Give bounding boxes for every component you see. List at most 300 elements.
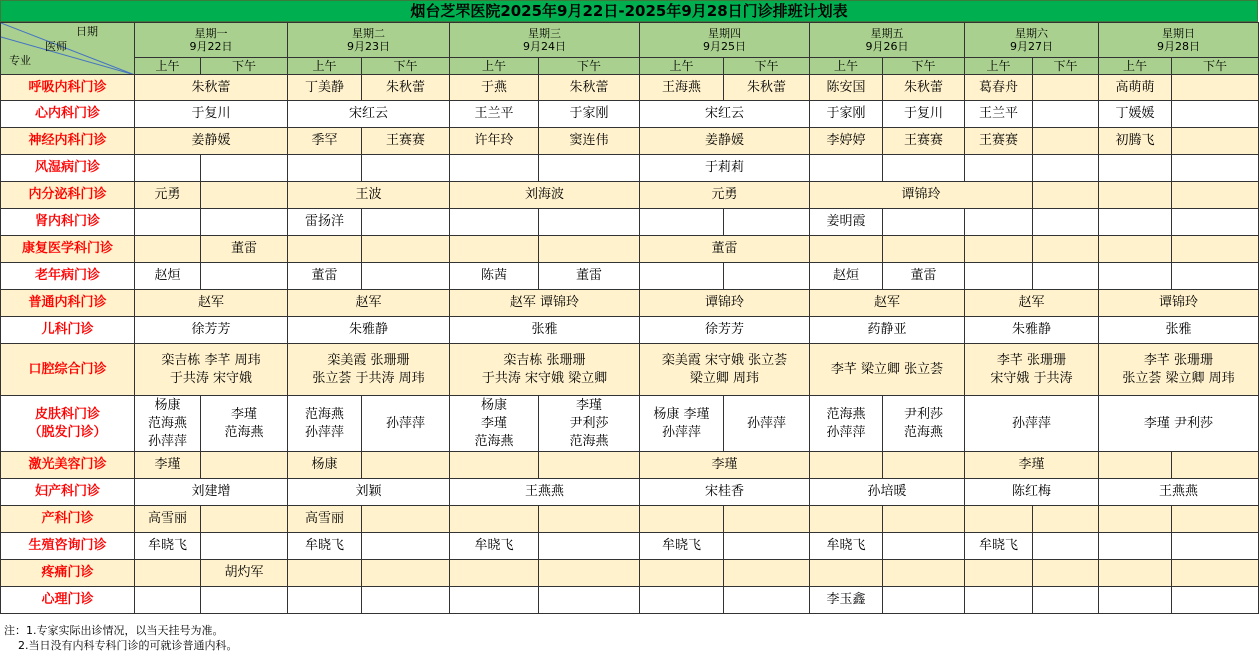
department-line: 疼痛门诊 — [41, 565, 94, 580]
shift-cell — [965, 155, 1033, 182]
department-line: 儿科门诊 — [41, 322, 94, 337]
shift-cell — [539, 236, 640, 263]
doctor-names: 徐芳芳 — [191, 322, 231, 337]
shift-cell — [810, 506, 883, 533]
date-label: 9月28日 — [1157, 40, 1200, 53]
doctor-names: 杨康 李瑾 — [653, 406, 710, 422]
shift-cell — [450, 396, 539, 452]
department-label — [1, 182, 135, 209]
shift-cell — [965, 587, 1033, 614]
doctor-names: 赵军 — [355, 295, 382, 310]
doctor-names: 李瑾 — [711, 457, 738, 472]
shift-cell — [288, 75, 362, 101]
doctor-names: 于家刚 — [826, 106, 866, 121]
department-line: 风湿病门诊 — [34, 160, 100, 175]
weekday-header — [135, 23, 288, 58]
shift-cell — [1099, 344, 1259, 396]
shift-cell — [135, 506, 201, 533]
doctor-names: 朱雅静 — [348, 322, 388, 337]
schedule-row — [1, 128, 1259, 155]
doctor-names: 杨康 — [480, 397, 507, 413]
shift-cell — [724, 533, 810, 560]
doctor-names: 王兰平 — [474, 106, 514, 121]
shift-cell — [450, 209, 539, 236]
shift-cell — [1099, 128, 1172, 155]
doctor-names: 李玉鑫 — [826, 592, 866, 607]
shift-cell — [1172, 263, 1259, 290]
shift-cell — [135, 209, 201, 236]
schedule-row — [1, 263, 1259, 290]
department-line: 神经内科门诊 — [28, 133, 107, 148]
shift-cell — [965, 263, 1033, 290]
doctor-names: 谭锦玲 — [1158, 295, 1198, 310]
shift-cell — [1172, 75, 1259, 101]
shift-cell — [1033, 182, 1099, 209]
doctor-names: 董雷 — [910, 268, 937, 283]
shift-cell — [201, 236, 288, 263]
shift-cell — [640, 182, 810, 209]
doctor-names: 姜静媛 — [191, 133, 231, 148]
doctor-names: 高雪丽 — [147, 511, 187, 526]
weekday-header — [640, 23, 810, 58]
shift-cell — [135, 75, 288, 101]
shift-cell — [883, 128, 965, 155]
afternoon-header: 下午 — [1172, 58, 1259, 75]
doctor-names: 牟晓飞 — [147, 538, 187, 553]
shift-cell — [965, 209, 1033, 236]
department-label — [1, 236, 135, 263]
shift-cell — [1099, 101, 1172, 128]
shift-cell — [1099, 236, 1172, 263]
doctor-names: 高萌萌 — [1115, 79, 1155, 95]
doctor-names: 李芊 梁立卿 张立荟 — [830, 361, 944, 377]
shift-cell — [724, 75, 810, 101]
shift-cell — [135, 479, 288, 506]
doctor-names: 刘海波 — [524, 187, 564, 202]
shift-cell — [724, 587, 810, 614]
shift-cell — [201, 452, 288, 479]
shift-cell — [1172, 506, 1259, 533]
department-line: 康复医学科门诊 — [21, 241, 113, 256]
doctor-names: 宋桂香 — [704, 484, 744, 499]
schedule-row — [1, 317, 1259, 344]
department-line: 心内科门诊 — [34, 106, 100, 121]
doctor-names: 杨康 — [311, 457, 338, 472]
shift-cell — [288, 560, 362, 587]
doctor-names: 陈安国 — [826, 79, 866, 95]
shift-cell — [539, 101, 640, 128]
doctor-names: 李瑾 尹利莎 — [1143, 415, 1214, 431]
shift-cell — [450, 155, 539, 182]
schedule-row — [1, 479, 1259, 506]
doctor-names: 赵军 — [1018, 295, 1045, 310]
shift-cell — [1172, 452, 1259, 479]
shift-cell — [965, 479, 1099, 506]
shift-cell — [1099, 317, 1259, 344]
shift-cell — [539, 263, 640, 290]
shift-cell — [1033, 587, 1099, 614]
department-label — [1, 209, 135, 236]
shift-cell — [1172, 128, 1259, 155]
weekday-header — [965, 23, 1099, 58]
shift-cell — [362, 128, 450, 155]
doctor-names: 徐芳芳 — [704, 322, 744, 337]
doctor-names: 张立荟 于共涛 周玮 — [312, 370, 425, 386]
doctor-names: 李婷婷 — [826, 133, 866, 148]
shift-cell — [1033, 560, 1099, 587]
doctor-names: 朱秋蕾 — [746, 79, 786, 95]
shift-cell — [810, 587, 883, 614]
shift-cell — [288, 533, 362, 560]
weekday-label: 星期三 — [528, 27, 561, 40]
footnotes — [4, 623, 238, 653]
shift-cell — [450, 290, 640, 317]
schedule-table — [0, 22, 1259, 614]
shift-cell — [640, 290, 810, 317]
schedule-body — [1, 23, 1259, 614]
weekday-label: 星期一 — [194, 27, 228, 40]
morning-header: 上午 — [450, 58, 539, 75]
doctor-names: 范海燕 — [569, 433, 609, 449]
shift-cell — [810, 75, 883, 101]
department-line: 生殖咨询门诊 — [28, 538, 107, 553]
shift-cell — [201, 155, 288, 182]
doctor-names: 栾吉栋 李芊 周玮 — [161, 352, 261, 368]
shift-cell — [288, 344, 450, 396]
department-label — [1, 290, 135, 317]
doctor-names: 朱秋蕾 — [191, 79, 231, 95]
doctor-names: 刘颖 — [355, 484, 382, 499]
shift-cell — [288, 479, 450, 506]
shift-cell — [1099, 75, 1172, 101]
date-label: 9月26日 — [865, 40, 909, 53]
doctor-names: 赵军 — [873, 295, 900, 310]
shift-cell — [288, 587, 362, 614]
doctor-names: 赵军 — [197, 295, 224, 310]
doctor-names: 赵烜 — [154, 268, 181, 283]
doctor-names: 王燕燕 — [1158, 484, 1198, 499]
shift-cell — [640, 506, 724, 533]
department-line: （脱发门诊） — [28, 424, 107, 440]
corner-doctor-label: 医师 — [45, 40, 67, 53]
shift-cell — [450, 75, 539, 101]
doctor-names: 梁立卿 周玮 — [689, 370, 760, 386]
shift-cell — [883, 236, 965, 263]
sheet-title: 烟台芝罘医院2025年9月22日-2025年9月28日门诊排班计划表 — [0, 0, 1258, 22]
shift-cell — [640, 587, 724, 614]
shift-cell — [1172, 209, 1259, 236]
doctor-names: 姜静媛 — [704, 133, 744, 148]
shift-cell — [1172, 182, 1259, 209]
shift-cell — [810, 236, 883, 263]
shift-cell — [450, 587, 539, 614]
shift-cell — [135, 263, 201, 290]
shift-cell — [362, 396, 450, 452]
shift-cell — [640, 344, 810, 396]
shift-cell — [883, 396, 965, 452]
doctor-names: 范海燕 — [903, 424, 943, 440]
doctor-names: 董雷 — [711, 241, 738, 256]
doctor-names: 谭锦玲 — [901, 187, 941, 202]
shift-cell — [135, 155, 201, 182]
shift-cell — [640, 236, 810, 263]
shift-cell — [640, 101, 810, 128]
doctor-names: 于复川 — [191, 106, 231, 121]
doctor-names: 谭锦玲 — [704, 295, 744, 310]
schedule-row — [1, 182, 1259, 209]
department-label — [1, 128, 135, 155]
afternoon-header: 下午 — [724, 58, 810, 75]
footnote-1: 注：1.专家实际出诊情况，以当天挂号为准。 — [4, 624, 224, 637]
doctor-names: 牟晓飞 — [474, 538, 514, 553]
shift-cell — [965, 452, 1099, 479]
doctor-names: 于莉莉 — [704, 160, 744, 175]
schedule-row — [1, 236, 1259, 263]
shift-cell — [288, 263, 362, 290]
doctor-names: 杨康 — [154, 397, 181, 413]
shift-cell — [965, 396, 1099, 452]
doctor-names: 范海燕 — [147, 415, 187, 431]
shift-cell — [135, 317, 288, 344]
shift-cell — [640, 155, 810, 182]
department-label — [1, 75, 135, 101]
shift-cell — [640, 452, 810, 479]
afternoon-header: 下午 — [539, 58, 640, 75]
doctor-names: 初腾飞 — [1115, 133, 1155, 148]
shift-cell — [135, 236, 201, 263]
weekday-header — [810, 23, 965, 58]
footnote-2: 2.当日没有内科专科门诊的可就诊普通内科。 — [18, 639, 238, 652]
shift-cell — [810, 452, 883, 479]
shift-cell — [362, 533, 450, 560]
shift-cell — [450, 101, 539, 128]
shift-cell — [640, 209, 724, 236]
schedule-row — [1, 209, 1259, 236]
department-line: 产科门诊 — [41, 511, 94, 526]
doctor-names: 孙萍萍 — [147, 433, 187, 449]
weekday-label: 星期二 — [352, 27, 385, 40]
shift-cell — [450, 263, 539, 290]
shift-cell — [135, 290, 288, 317]
shift-cell — [135, 452, 201, 479]
doctor-names: 董雷 — [230, 241, 257, 256]
shift-cell — [201, 533, 288, 560]
schedule-row — [1, 75, 1259, 101]
doctor-names: 李瑾 — [575, 397, 602, 413]
department-label — [1, 452, 135, 479]
schedule-row — [1, 155, 1259, 182]
shift-cell — [1172, 236, 1259, 263]
shift-cell — [362, 560, 450, 587]
schedule-row — [1, 587, 1259, 614]
shift-cell — [1099, 506, 1172, 533]
afternoon-header: 下午 — [883, 58, 965, 75]
shift-cell — [539, 209, 640, 236]
shift-cell — [724, 560, 810, 587]
shift-cell — [450, 317, 640, 344]
doctor-names: 张雅 — [531, 322, 558, 337]
shift-cell — [201, 209, 288, 236]
doctor-names: 李瑾 — [480, 415, 507, 431]
doctor-names: 丁媛媛 — [1115, 106, 1155, 121]
doctor-names: 朱秋蕾 — [385, 79, 425, 95]
shift-cell — [810, 290, 965, 317]
shift-cell — [539, 506, 640, 533]
doctor-names: 王燕燕 — [524, 484, 564, 499]
shift-cell — [724, 506, 810, 533]
doctor-names: 张雅 — [1165, 322, 1192, 337]
morning-header: 上午 — [810, 58, 883, 75]
doctor-names: 董雷 — [575, 268, 602, 283]
shift-cell — [288, 452, 362, 479]
department-line: 肾内科门诊 — [34, 214, 100, 229]
doctor-names: 张立荟 梁立卿 周玮 — [1122, 370, 1235, 386]
shift-cell — [201, 560, 288, 587]
header-corner — [1, 23, 135, 75]
doctor-names: 王赛赛 — [385, 133, 425, 148]
doctor-names: 朱雅静 — [1011, 322, 1051, 337]
doctor-names: 尹利莎 — [569, 415, 609, 431]
shift-cell — [810, 396, 883, 452]
shift-cell — [965, 344, 1099, 396]
doctor-names: 朱秋蕾 — [569, 79, 609, 95]
shift-cell — [883, 155, 965, 182]
shift-cell — [1172, 533, 1259, 560]
shift-cell — [965, 506, 1033, 533]
shift-cell — [965, 560, 1033, 587]
doctor-names: 孙萍萍 — [304, 424, 344, 440]
doctor-names: 元勇 — [154, 187, 181, 202]
shift-cell — [1099, 209, 1172, 236]
shift-cell — [810, 560, 883, 587]
doctor-names: 李芊 张珊珊 — [1143, 352, 1214, 368]
weekday-label: 星期六 — [1015, 27, 1048, 40]
shift-cell — [450, 182, 640, 209]
shift-cell — [640, 128, 810, 155]
schedule-row — [1, 290, 1259, 317]
date-label: 9月24日 — [523, 40, 566, 53]
doctor-names: 陈红梅 — [1011, 484, 1051, 499]
shift-cell — [640, 560, 724, 587]
shift-cell — [135, 533, 201, 560]
shift-cell — [135, 396, 201, 452]
shift-cell — [810, 128, 883, 155]
shift-cell — [135, 344, 288, 396]
doctor-names: 宋守娥 于共涛 — [990, 370, 1073, 386]
shift-cell — [965, 533, 1033, 560]
doctor-names: 牟晓飞 — [304, 538, 344, 553]
shift-cell — [883, 587, 965, 614]
shift-cell — [810, 533, 883, 560]
doctor-names: 范海燕 — [304, 406, 344, 422]
doctor-names: 宋红云 — [348, 106, 388, 121]
doctor-names: 栾美霞 张珊珊 — [327, 352, 410, 368]
shift-cell — [1099, 452, 1172, 479]
doctor-names: 李瑾 — [1018, 457, 1045, 472]
shift-cell — [965, 128, 1033, 155]
shift-cell — [201, 587, 288, 614]
shift-cell — [362, 263, 450, 290]
shift-cell — [288, 506, 362, 533]
morning-header: 上午 — [135, 58, 201, 75]
half-day-header-row — [1, 58, 1259, 75]
shift-cell — [965, 317, 1099, 344]
doctor-names: 董雷 — [311, 268, 338, 283]
date-label: 9月22日 — [189, 40, 233, 53]
shift-cell — [1033, 209, 1099, 236]
weekday-header-row — [1, 23, 1259, 58]
doctor-names: 元勇 — [711, 187, 738, 202]
doctor-names: 丁美静 — [304, 79, 344, 95]
doctor-names: 窦连伟 — [569, 133, 609, 148]
doctor-names: 栾美霞 宋守娥 张立荟 — [661, 352, 788, 368]
doctor-names: 王波 — [355, 187, 382, 202]
shift-cell — [965, 290, 1099, 317]
shift-cell — [1099, 533, 1172, 560]
department-label — [1, 317, 135, 344]
morning-header: 上午 — [640, 58, 724, 75]
shift-cell — [362, 236, 450, 263]
doctor-names: 刘建增 — [191, 484, 231, 499]
doctor-names: 葛春舟 — [978, 79, 1018, 95]
department-line: 口腔综合门诊 — [28, 361, 107, 377]
shift-cell — [883, 263, 965, 290]
date-label: 9月23日 — [347, 40, 390, 53]
doctor-names: 于复川 — [903, 106, 943, 121]
corner-date-label: 日期 — [76, 25, 98, 38]
schedule-row — [1, 101, 1259, 128]
doctor-names: 高雪丽 — [304, 511, 344, 526]
date-label: 9月25日 — [703, 40, 746, 53]
shift-cell — [450, 236, 539, 263]
shift-cell — [810, 479, 965, 506]
shift-cell — [539, 560, 640, 587]
doctor-names: 赵军 谭锦玲 — [509, 295, 580, 310]
shift-cell — [539, 155, 640, 182]
shift-cell — [883, 209, 965, 236]
shift-cell — [450, 506, 539, 533]
shift-cell — [1099, 587, 1172, 614]
date-label: 9月27日 — [1010, 40, 1053, 53]
doctor-names: 于共涛 宋守娥 梁立卿 — [481, 370, 608, 386]
shift-cell — [201, 263, 288, 290]
shift-cell — [640, 396, 724, 452]
shift-cell — [288, 182, 450, 209]
shift-cell — [288, 101, 450, 128]
doctor-names: 孙萍萍 — [826, 424, 866, 440]
shift-cell — [539, 587, 640, 614]
shift-cell — [883, 506, 965, 533]
doctor-names: 宋红云 — [704, 106, 744, 121]
department-label — [1, 506, 135, 533]
doctor-names: 于家刚 — [569, 106, 609, 121]
doctor-names: 李瑾 — [230, 406, 257, 422]
weekday-header — [450, 23, 640, 58]
schedule-row — [1, 344, 1259, 396]
morning-header: 上午 — [1099, 58, 1172, 75]
doctor-names: 栾吉栋 张珊珊 — [503, 352, 586, 368]
doctor-names: 孙萍萍 — [385, 415, 425, 431]
department-line: 心理门诊 — [41, 592, 94, 607]
shift-cell — [201, 506, 288, 533]
department-label — [1, 479, 135, 506]
shift-cell — [1033, 155, 1099, 182]
shift-cell — [1099, 560, 1172, 587]
doctor-names: 孙萍萍 — [746, 415, 786, 431]
shift-cell — [135, 587, 201, 614]
shift-cell — [288, 317, 450, 344]
weekday-header — [1099, 23, 1259, 58]
